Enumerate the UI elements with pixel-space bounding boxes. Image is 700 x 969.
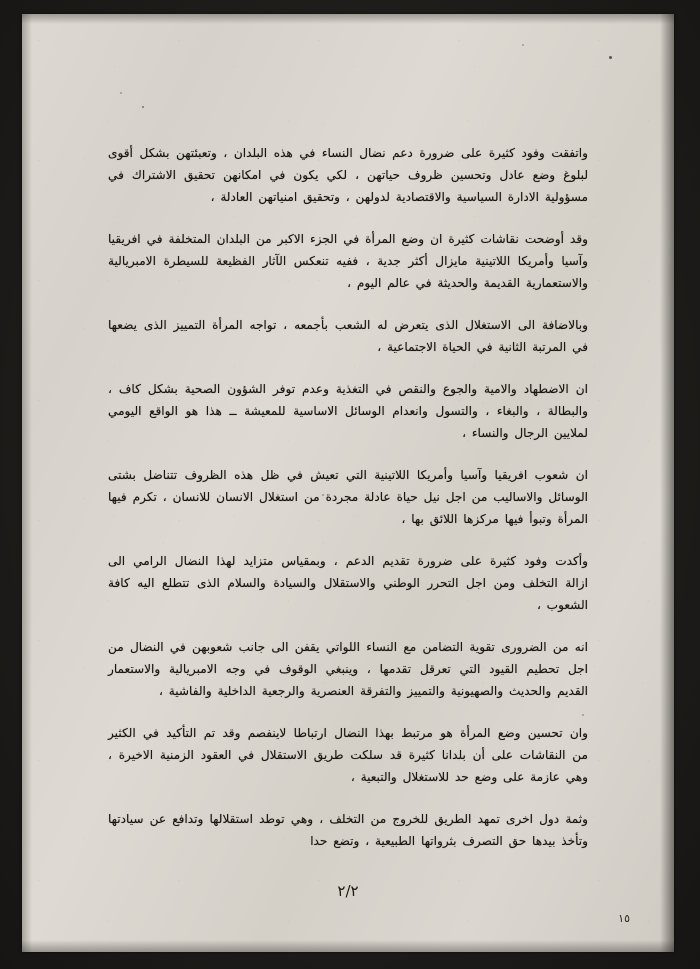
document-page	[22, 14, 674, 952]
paper-speck	[522, 44, 524, 46]
paragraph: وأكدت وفود كثيرة على ضرورة تقديم الدعم ، وبمقياس متزايد لهذا النضال الرامي الى ازالة التخلف ومن اجل التحرر الوطني والاستقلال والسيادة والسلام الذى تتطلع اليه كافة الشعوب ،	[108, 554, 588, 612]
ink-dot-top	[609, 56, 612, 59]
paragraph: وان تحسين وضع المرأة هو مرتبط بهذا النضال ارتباطا لاينفصم وقد تم التأكيد في الكثير من النقاشات على أن بلدانا كثيرة قد سلكت طريق الاستقلال في العقود الزمنية الاخيرة ، وهي عازمة على وضع حد للاستغلال والتبعية ،	[108, 726, 588, 784]
paper-speck	[120, 92, 122, 94]
archive-corner-number: ١٥	[618, 912, 630, 925]
paragraph: واتفقت وفود كثيرة على ضرورة دعم نضال النساء في هذه البلدان ، وتعبئتهن بشكل أقوى لبلوغ وضع عادل وتحسين ظروف حياتهن ، لكي يكون في امكانهن تحقيق الاشتراك في مسؤولية الادارة السياسية والاقتصادية لدولهن ، وتحقيق امنياتهن العادلة ،	[108, 146, 588, 204]
paragraph: وثمة دول اخرى تمهد الطريق للخروج من التخلف ، وهي توطد استقلالها وتدافع عن سيادتها وتأخذ بيدها حق التصرف بثرواتها الطبيعية ، وتضع حدا	[108, 812, 588, 848]
paragraph: ان شعوب افريقيا وآسيا وأمريكا اللاتينية التي تعيش في ظل هذه الظروف تتناضل بشتى الوسائل والاساليب من اجل نيل حياة عادلة مجردة من استغلال الانسان للانسان ، تكرم فيها المرأة وتبوأ فيها مركزها اللائق بها ،	[108, 468, 588, 526]
paragraph: وقد أوضحت نقاشات كثيرة ان وضع المرأة في الجزء الاكبر من البلدان المتخلفة في افريقيا وآسيا وأمريكا اللاتينية مايزال أكثر جدية ، ففيه تنعكس الآثار الفظيعة للسيطرة الامبريالية والاستعمارية القديمة والحديثة في عالم اليوم ،	[108, 232, 588, 290]
document-body	[108, 142, 588, 852]
paragraph: وبالاضافة الى الاستغلال الذى يتعرض له الشعب بأجمعه ، تواجه المرأة التمييز الذى يضعها في المرتبة الثانية في الحياة الاجتماعية ،	[108, 318, 588, 354]
paragraph: ان الاضطهاد والامية والجوع والنقص في التغذية وعدم توفر الشؤون الصحية بشكل كاف ، والبطالة ، والبغاء ، والتسول وانعدام الوسائل الاساسية للمعيشة ــ هذا هو الواقع اليومي لملايين الرجال والنساء ،	[108, 382, 588, 440]
paragraph: انه من الضرورى تقوية التضامن مع النساء اللواتي يقفن الى جانب شعوبهن في النضال من اجل تحطيم القيود التي تعرقل تقدمها ، وينبغي الوقوف في وجه الامبريالية والاستعمار القديم والحديث والصهيونية والتمييز والتفرقة العنصرية والرجعية الداخلية والفاشية ،	[108, 640, 588, 698]
ink-dot-upper-left	[142, 106, 144, 108]
page-number: ٢/٢	[337, 882, 359, 900]
